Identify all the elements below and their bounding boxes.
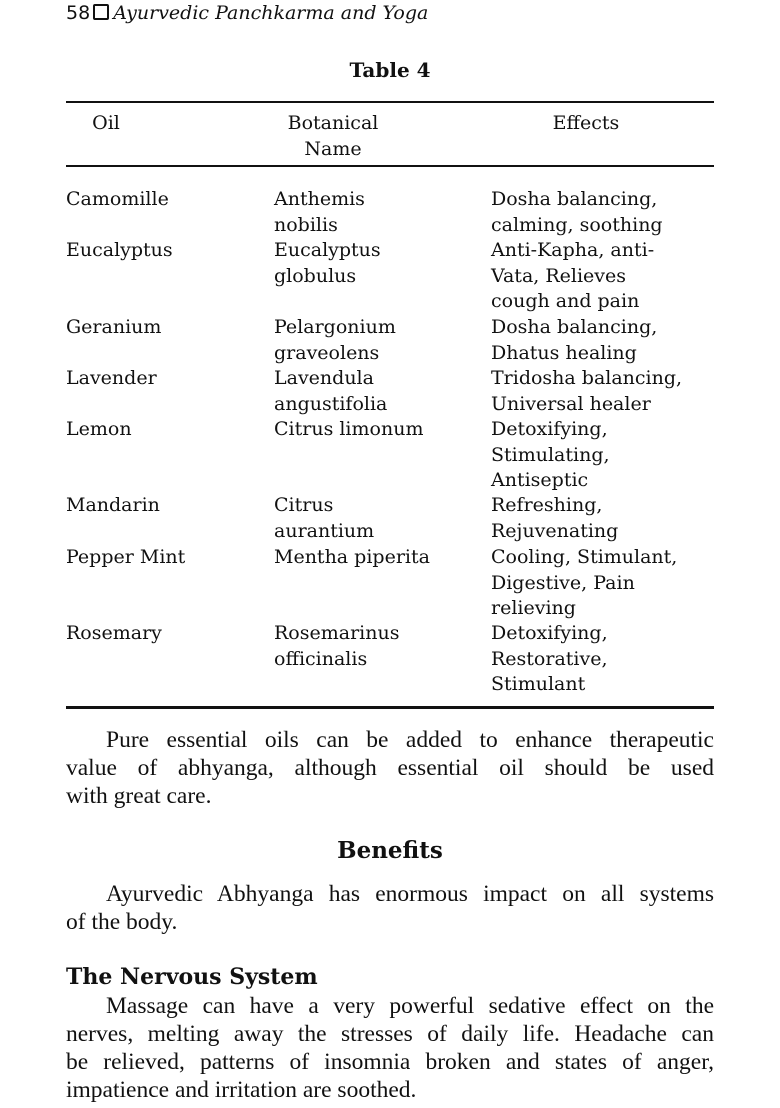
cell-line: Cooling, Stimulant, [491,546,678,568]
oil-cell [66,187,169,213]
cell-line: Tridosha balancing, [491,367,683,389]
cell-line: relieving [491,597,576,619]
cell-line: calming, soothing [491,213,663,236]
oil-cell [66,621,162,647]
cell-line: nobilis [274,213,338,236]
botanical-name-cell [274,315,396,366]
botanical-name-cell [274,493,374,544]
cell-line: Lemon [66,418,132,440]
cell-line: Eucalyptus [274,239,381,261]
cell-line: Mentha piperita [274,546,430,568]
cell-line: Eucalyptus [66,239,173,261]
table-header-rule [66,165,714,167]
cell-line: Geranium [66,316,162,338]
effects-cell [491,315,657,366]
effects-cell [491,545,677,622]
benefits-heading: Benefits [337,837,443,864]
oil-cell [66,366,157,392]
column-header [274,111,392,162]
cell-line: Camomille [66,188,169,210]
oil-cell [66,238,173,264]
cell-line: Universal healer [491,392,651,415]
cell-line: globulus [274,264,357,287]
oil-cell [66,417,132,443]
effects-cell [491,493,618,544]
column-header [66,111,146,137]
cell-line: Stimulant [491,673,586,695]
botanical-name-cell [274,187,365,238]
cell-line: Pepper Mint [66,546,186,568]
oil-cell [66,493,160,519]
cell-line: Dosha balancing, [491,316,658,338]
table-bottom-rule [66,706,714,709]
cell-line: Dhatus healing [491,341,637,364]
text-line: Pure essential oils can be added to enhance therapeutic [106,727,714,753]
cell-line: Botanical [287,112,379,134]
text-line: be relieved, patterns of insomnia broken and states of anger, [66,1049,714,1075]
cell-line: Antiseptic [491,469,589,491]
paragraph-essential-oils [66,726,714,810]
nervous-system-heading: The Nervous System [66,964,318,990]
cell-line: Refreshing, [491,494,603,516]
cell-line: graveolens [274,341,380,364]
cell-line: Anti-Kapha, anti- [491,239,655,261]
text-line: impatience and irritation are soothed. [66,1077,417,1103]
text-line: value of abhyanga, although essential oil should be used [66,755,714,781]
cell-line: Anthemis [274,188,365,210]
botanical-name-cell [274,366,387,417]
cell-line: Pelargonium [274,316,396,338]
cell-line: Citrus limonum [274,418,424,440]
page-number: 58 [66,2,91,24]
cell-line: Oil [92,112,120,134]
cell-line: Rejuvenating [491,519,619,542]
cell-line: aurantium [274,519,375,542]
cell-line: Name [304,137,362,160]
cell-line: Stimulating, [491,443,610,466]
cell-line: Detoxifying, [491,622,608,644]
oil-cell [66,315,161,341]
botanical-name-cell [274,545,430,571]
botanical-name-cell [274,621,399,672]
text-line: Massage can have a very powerful sedative effect on the [106,993,714,1019]
table-caption: Table 4 [349,58,431,82]
text-line: Ayurvedic Abhyanga has enormous impact on all systems [106,881,714,907]
cell-line: Effects [552,112,620,134]
botanical-name-cell [274,417,423,443]
botanical-name-cell [274,238,381,289]
paragraph-benefits [66,880,714,936]
column-header [491,111,681,137]
table-top-rule [66,101,714,103]
cell-line: cough and pain [491,290,640,312]
effects-cell [491,238,654,315]
effects-cell [491,621,608,698]
cell-line: Citrus [274,494,334,516]
book-title: Ayurvedic Panchkarma and Yoga [113,2,429,24]
cell-line: Vata, Relieves [491,264,627,287]
effects-cell [491,417,610,494]
cell-line: angustifolia [274,392,388,415]
cell-line: Restorative, [491,647,608,670]
text-line: nerves, melting away the stresses of daily life. Headache can [66,1021,714,1047]
running-header [66,0,428,26]
oil-cell [66,545,185,571]
cell-line: Rosemarinus [274,622,400,644]
cell-line: Rosemary [66,622,162,644]
effects-cell [491,366,682,417]
cell-line: Lavender [66,367,157,389]
cell-line: officinalis [274,647,368,670]
cell-line: Digestive, Pain [491,571,635,594]
cell-line: Mandarin [66,494,160,516]
text-line: of the body. [66,909,178,935]
effects-cell [491,187,663,238]
text-line: with great care. [66,783,212,809]
cell-line: Lavendula [274,367,374,389]
cell-line: Dosha balancing, [491,188,658,210]
cell-line: Detoxifying, [491,418,608,440]
paragraph-nervous-system [66,992,714,1104]
box-bullet-icon [93,4,109,20]
